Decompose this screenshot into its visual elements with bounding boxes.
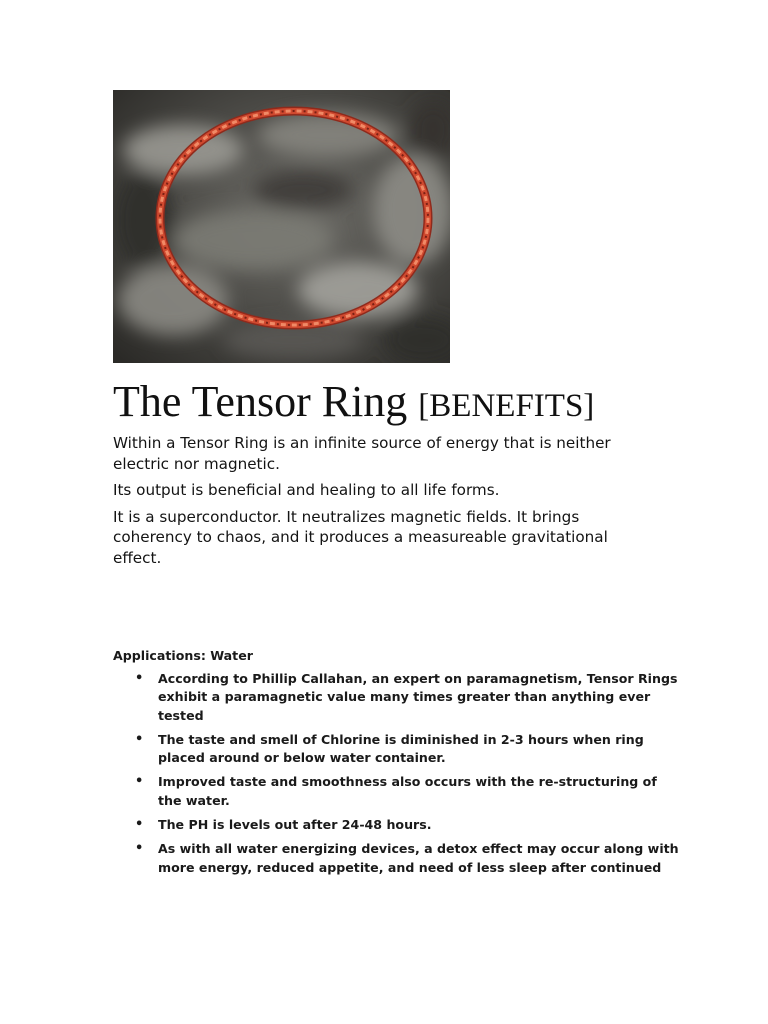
intro-section <box>113 433 653 574</box>
bullet-icon: • <box>135 671 144 686</box>
page-title <box>113 376 594 432</box>
list-item-text: The PH is levels out after 24-48 hours. <box>158 817 432 833</box>
intro-paragraph: Its output is beneficial and healing to all life forms. <box>113 481 500 499</box>
list-item <box>113 840 683 877</box>
intro-paragraph: It is a superconductor. It neutralizes magnetic fields. It brings coherency to chaos, and it produces a measureable gravitational effect. <box>113 507 608 567</box>
tensor-ring-photo <box>113 90 450 363</box>
list-item <box>113 670 683 725</box>
applications-list <box>113 670 683 883</box>
bullet-icon: • <box>135 731 144 747</box>
applications-heading: Applications: Water <box>113 648 253 663</box>
bullet-icon: • <box>135 817 144 833</box>
list-item <box>113 773 683 810</box>
title-tag: [BENEFITS] <box>418 388 595 424</box>
intro-paragraph: Within a Tensor Ring is an infinite source of energy that is neither electric nor magnetic. <box>113 434 611 473</box>
list-item-text: According to Phillip Callahan, an expert on paramagnetism, Tensor Rings exhibit a paramagnetic value many times greater than anything ever tested <box>158 671 678 723</box>
list-item-text: Improved taste and smoothness also occurs with the re-structuring of the water. <box>158 774 657 808</box>
list-item-text: As with all water energizing devices, a detox effect may occur along with more energy, reduced appetite, and need of less sleep after continued <box>158 841 679 875</box>
bullet-icon: • <box>135 774 144 790</box>
bullet-icon: • <box>135 841 144 857</box>
list-item <box>113 731 683 768</box>
ring-on-fabric-image <box>113 90 450 363</box>
title-main: The Tensor Ring <box>113 377 408 426</box>
list-item <box>113 816 683 834</box>
list-item-text: The taste and smell of Chlorine is diminished in 2-3 hours when ring placed around or below water container. <box>158 731 644 766</box>
